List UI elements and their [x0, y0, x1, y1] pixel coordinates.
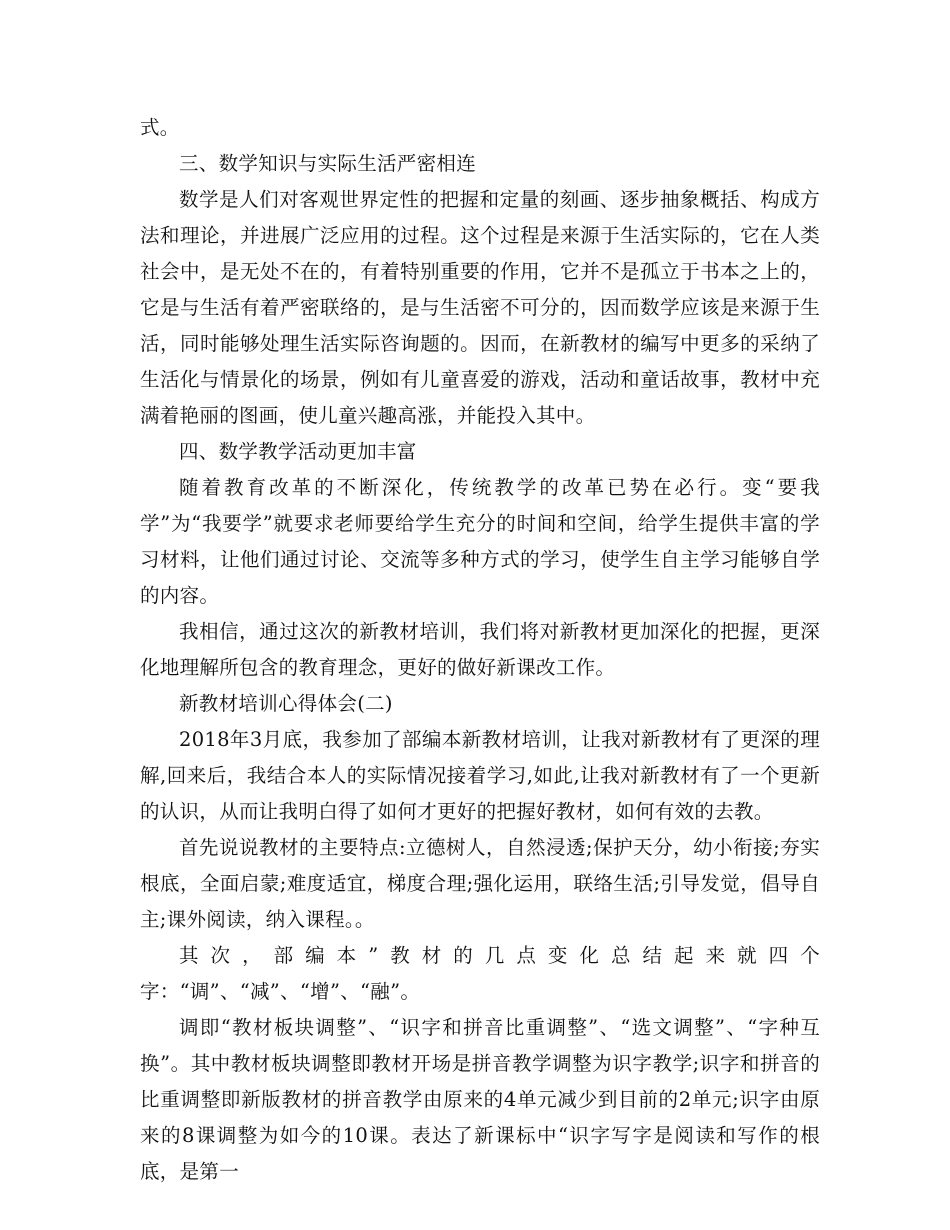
paragraph: 2018年3月底，我参加了部编本新教材培训，让我对新教材有了更深的理解,回来后，我结合本人的实际情况接着学习,如此,让我对新教材有了一个更新的认识，从而让我明白得了如何才更好的把握好教材，如何有效的去教。: [140, 728, 820, 823]
article-title: 新教材培训心得体会(二): [179, 692, 393, 715]
paragraph: 数学是人们对客观世界定性的把握和定量的刻画、逐步抽象概括、构成方法和理论，并进展广泛应用的过程。这个过程是来源于生活实际的，它在人类社会中，是无处不在的，有着特别重要的作用，它并不是孤立于书本之上的，它是与生活有着严密联络的，是与生活密不可分的，因而数学应该是来源于生活，同时能够处理生活实际咨询题的。因而，在新教材的编写中更多的采纳了生活化与情景化的场景，例如有儿童喜爱的游戏，活动和童话故事，教材中充满着艳丽的图画，使儿童兴趣高涨，并能投入其中。: [140, 188, 820, 427]
paragraph: 其次，部编本”教材的几点变化总结起来就四个字：“调”、“减”、“增”、“融”。: [140, 944, 820, 1003]
section-heading-4: 四、数学教学活动更加丰富: [179, 440, 417, 463]
paragraph: 调即“教材板块调整”、“识字和拼音比重调整”、“选文调整”、“字种互换”。其中教材板块调整即教材开场是拼音教学调整为识字教学;识字和拼音的比重调整即新版教材的拼音教学由原来的4单元减少到目前的2单元;识字由原来的8课调整为如今的10课。表达了新课标中“识字写字是阅读和写作的根底，是第一: [140, 1016, 820, 1183]
paragraph: 随着教育改革的不断深化，传统教学的改革已势在必行。变“要我学”为“我要学”就要求老师要给学生充分的时间和空间，给学生提供丰富的学习材料，让他们通过讨论、交流等多种方式的学习，使学生自主学习能够自学的内容。: [140, 476, 820, 607]
paragraph: 我相信，通过这次的新教材培训，我们将对新教材更加深化的把握，更深化地理解所包含的教育理念，更好的做好新课改工作。: [140, 620, 820, 679]
paragraph-continuation: 式。: [140, 116, 180, 139]
section-heading-3: 三、数学知识与实际生活严密相连: [179, 152, 477, 175]
document-body: [140, 110, 820, 1190]
paragraph: 首先说说教材的主要特点:立德树人，自然浸透;保护天分，幼小衔接;夯实根底，全面启蒙;难度适宜，梯度合理;强化运用，联络生活;引导发觉，倡导自主;课外阅读，纳入课程。。: [140, 836, 820, 931]
